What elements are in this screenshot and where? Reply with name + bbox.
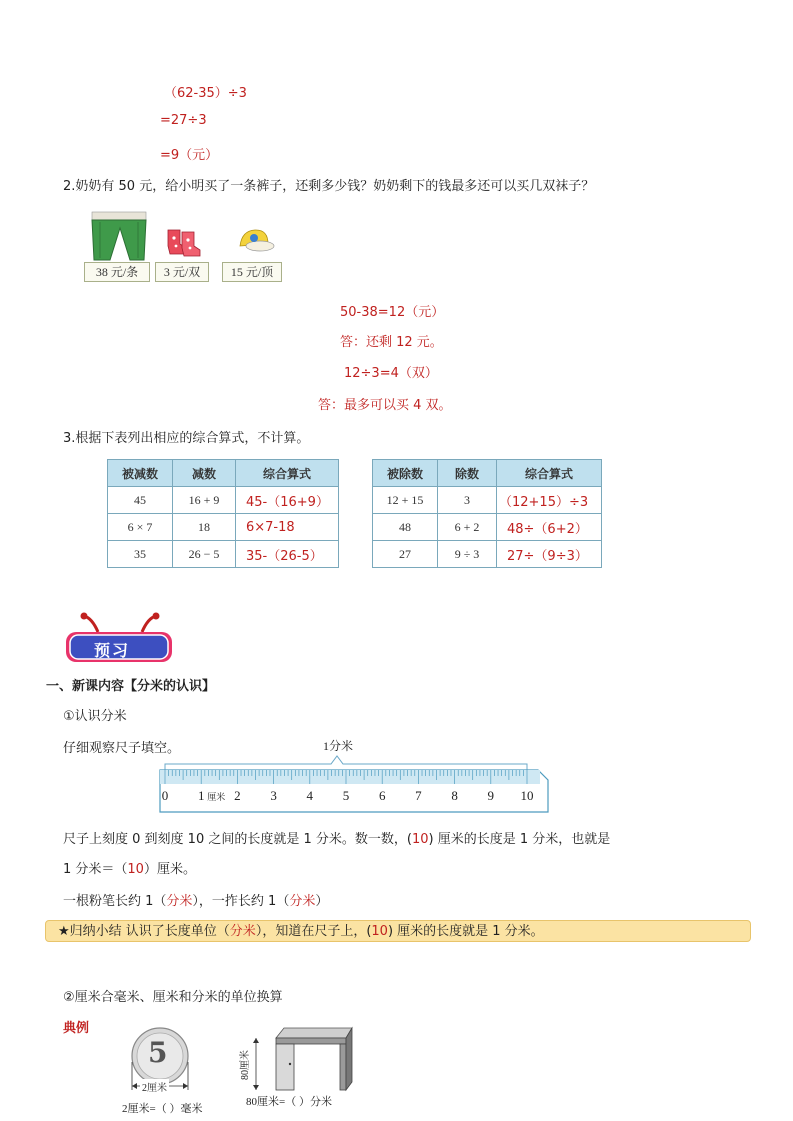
ruler-tick-label: 2	[234, 788, 241, 803]
desk-question: 80厘米=（ ）分米	[246, 1096, 332, 1108]
ruler-image	[158, 752, 550, 816]
table-row	[373, 487, 602, 514]
fill-line-3	[63, 890, 328, 909]
fill-text: ），一拃长约 1（	[192, 894, 290, 909]
table-cell: 48	[373, 514, 438, 541]
question-3: 3.根据下表列出相应的综合算式，不计算。	[63, 431, 310, 446]
table-cell: 27	[373, 541, 438, 568]
table-row	[373, 514, 602, 541]
table-cell: 3	[438, 487, 497, 514]
ruler-tick-label: 6	[378, 788, 386, 803]
table-header: 被除数	[373, 460, 438, 487]
table-header: 减数	[173, 460, 236, 487]
answer-2-line-2: 答：还剩 12 元。	[340, 335, 443, 350]
ruler-unit-label: 厘米	[207, 792, 226, 802]
answer-2-line-3: 12÷3=4（双）	[344, 366, 438, 381]
answer-2-line-1: 50-38=12（元）	[340, 305, 445, 320]
fill-text: ) 厘米的长度是 1 分米，也就是	[428, 832, 611, 847]
table-row	[108, 541, 339, 568]
fill-line-1	[63, 828, 610, 847]
table-cell: 18	[173, 514, 236, 541]
fill-answer: 10	[127, 862, 144, 877]
desk-image	[248, 1024, 358, 1096]
table-answer-cell: （12+15）÷3	[497, 487, 602, 514]
preview-badge-label: 预习	[94, 641, 131, 660]
summary-bar	[45, 920, 751, 942]
calc-line-3: =9（元）	[160, 148, 219, 163]
ruler-tick-label: 0	[161, 788, 169, 803]
fill-text: 1 分米＝（	[63, 862, 128, 877]
summary-answer: 10	[371, 924, 388, 939]
ruler-tick-label: 5	[342, 788, 350, 803]
subsection-2: ②厘米合毫米、厘米和分米的单位换算	[63, 990, 283, 1005]
fill-answer: 分米	[166, 894, 193, 909]
table-cell: 9 ÷ 3	[438, 541, 497, 568]
table-answer-cell: 35-（26-5）	[236, 541, 339, 568]
table-cell: 12 + 15	[373, 487, 438, 514]
table-row	[108, 487, 339, 514]
table-cell: 26 − 5	[173, 541, 236, 568]
calc-line-2: =27÷3	[160, 113, 207, 128]
coin-digit: 5	[148, 1036, 168, 1069]
table-header: 综合算式	[497, 460, 602, 487]
subtraction-table	[107, 459, 339, 568]
subsection-1: ①认识分米	[63, 709, 127, 724]
table-header: 除数	[438, 460, 497, 487]
table-cell: 35	[108, 541, 173, 568]
fill-text: 尺子上刻度 0 到刻度 10 之间的长度就是 1 分米。数一数，(	[63, 832, 412, 847]
ruler-tick-label: 8	[451, 788, 458, 803]
ruler-tick-label: 7	[415, 788, 422, 803]
fill-text: 一根粉笔长约 1（	[63, 894, 167, 909]
table-row	[373, 541, 602, 568]
coin-dimension: 2厘米	[140, 1079, 169, 1094]
pants-image	[86, 210, 152, 262]
calc-line-1: （62-35）÷3	[164, 86, 247, 101]
table-header: 综合算式	[236, 460, 339, 487]
observe-instruction: 仔细观察尺子填空。	[63, 741, 181, 756]
price-tag-socks: 3 元/双	[155, 262, 209, 282]
division-table	[372, 459, 602, 568]
question-2: 2.奶奶有 50 元，给小明买了一条裤子，还剩多少钱？奶奶剩下的钱最多还可以买几双袜子？	[63, 179, 595, 194]
table-cell: 6 × 7	[108, 514, 173, 541]
summary-text: ），知道在尺子上，(	[255, 924, 372, 939]
summary-text: ★归纳小结 认识了长度单位（	[58, 924, 230, 939]
cap-image	[234, 226, 276, 256]
table-cell: 16 + 9	[173, 487, 236, 514]
fill-line-2	[63, 858, 196, 877]
price-tag-pants: 38 元/条	[84, 262, 150, 282]
table-cell: 45	[108, 487, 173, 514]
ruler-tick-label: 1	[197, 788, 205, 803]
table-answer-cell: 45-（16+9）	[236, 487, 339, 514]
fill-text: ）厘米。	[143, 862, 196, 877]
desk-dimension: 80厘米	[236, 1050, 251, 1080]
ruler-tick-label: 3	[270, 788, 277, 803]
table-answer-cell: 48÷（6+2）	[497, 514, 602, 541]
table-row	[108, 514, 339, 541]
section-title: 一、新课内容【分米的认识】	[46, 679, 216, 694]
answer-2-line-4: 答：最多可以买 4 双。	[318, 398, 452, 413]
summary-text: ) 厘米的长度就是 1 分米。	[387, 924, 544, 939]
example-label: 典例	[63, 1021, 90, 1036]
table-cell: 6 + 2	[438, 514, 497, 541]
table-answer-cell: 27÷（9÷3）	[497, 541, 602, 568]
ruler-tick-label: 4	[306, 788, 314, 803]
coin-question: 2厘米=（ ）毫米	[122, 1103, 203, 1115]
ruler-tick-label: 9	[487, 788, 495, 803]
ruler-tick-label: 10	[520, 788, 534, 803]
fill-answer: 10	[411, 832, 429, 847]
price-tag-cap: 15 元/顶	[222, 262, 282, 282]
fill-text: ）	[315, 894, 329, 909]
table-answer-cell: 6×7-18	[236, 514, 339, 541]
socks-image	[164, 226, 204, 258]
fill-answer: 分米	[289, 894, 316, 909]
ruler-label: 1分米	[323, 739, 354, 753]
summary-answer: 分米	[229, 924, 256, 939]
table-header: 被减数	[108, 460, 173, 487]
